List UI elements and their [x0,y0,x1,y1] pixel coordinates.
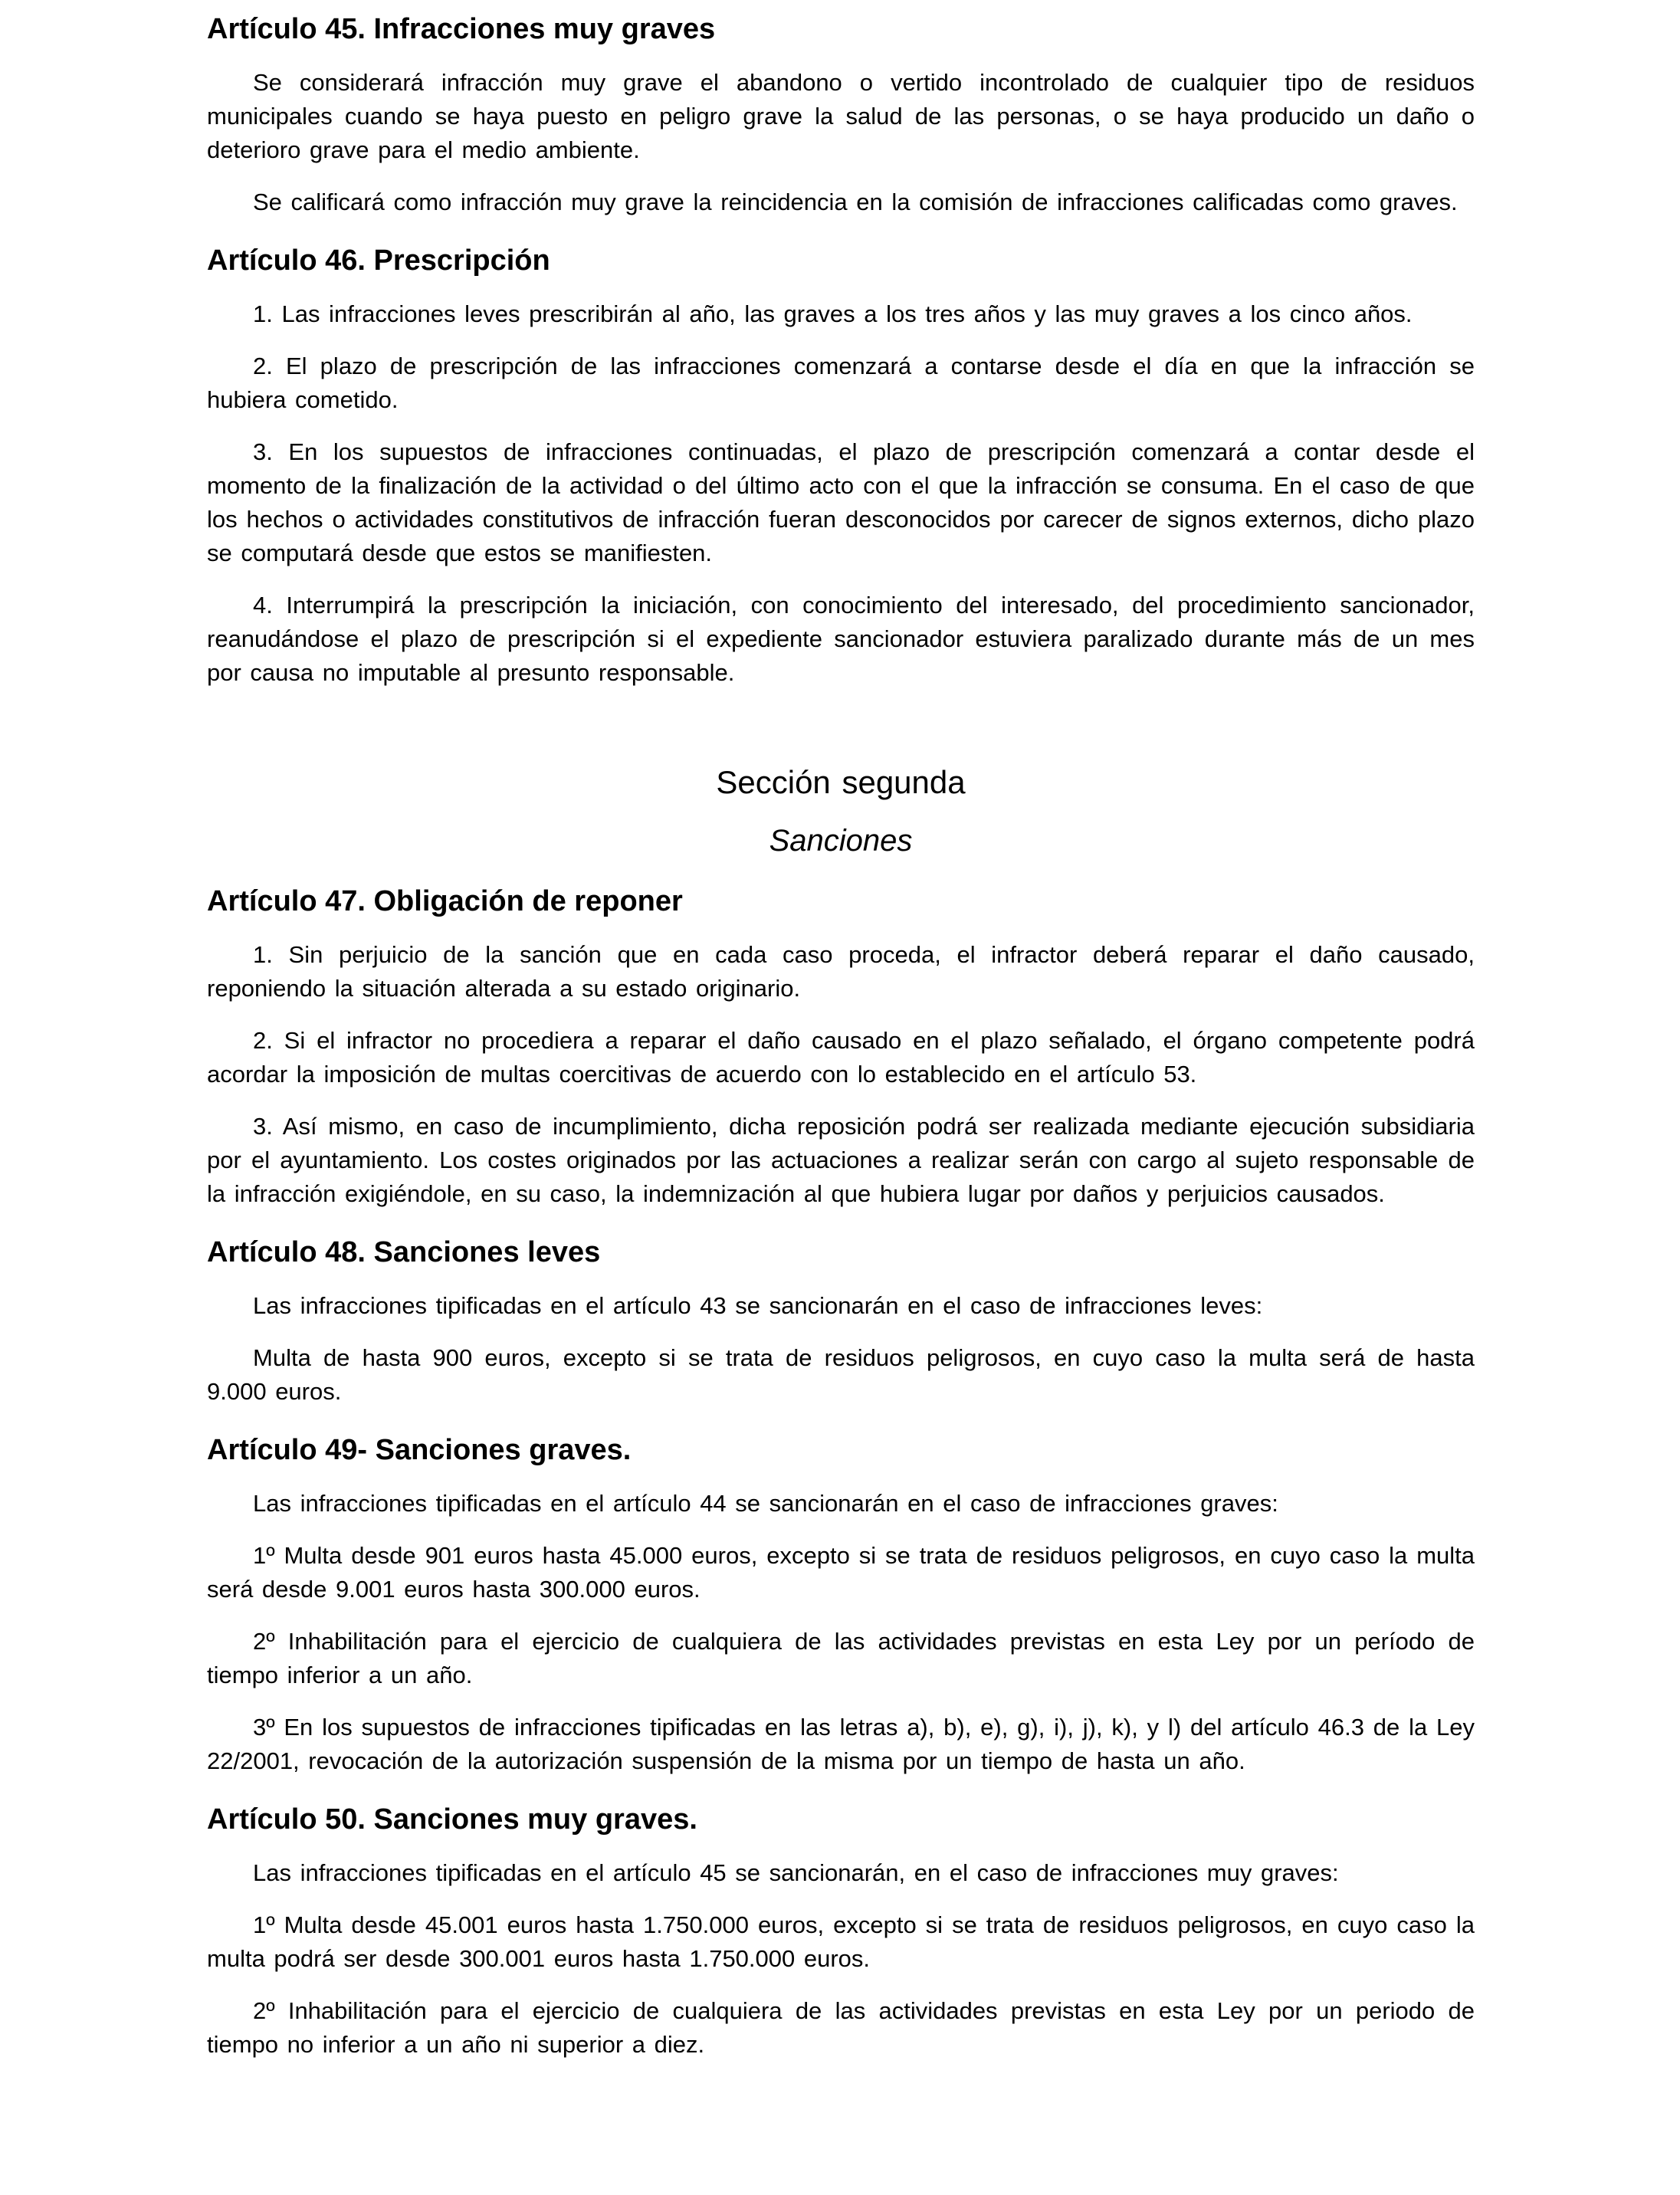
article-49-paragraph-4: 3º En los supuestos de infracciones tipificadas en las letras a), b), e), g), i), j), k), y l) del artículo 46.3 de la Ley 22/2001, revocación de la autorización suspensión de la misma por un tiempo de hasta un año. [207,1714,1475,1774]
article-50-heading: Artículo 50. Sanciones muy graves. [207,1803,697,1836]
article-47-paragraph-3: 3. Así mismo, en caso de incumplimiento, dicha reposición podrá ser realizada mediante ejecución subsidiaria por el ayuntamiento. Los costes originados por las actuaciones a realizar serán con cargo al sujeto responsable de la infracción exigiéndole, en su caso, la indemnización al que hubiera lugar por daños y perjuicios causados. [207,1113,1475,1207]
article-49-paragraph-3: 2º Inhabilitación para el ejercicio de cualquiera de las actividades previstas en esta Ley por un período de tiempo inferior a un año. [207,1628,1475,1688]
article-48-heading: Artículo 48. Sanciones leves [207,1236,601,1268]
section-subtitle: Sanciones [769,824,913,858]
article-49-paragraph-2: 1º Multa desde 901 euros hasta 45.000 euros, excepto si se trata de residuos peligrosos, en cuyo caso la multa será desde 9.001 euros hasta 300.000 euros. [207,1542,1475,1603]
article-48-paragraph-2: Multa de hasta 900 euros, excepto si se trata de residuos peligrosos, en cuyo caso la multa será de hasta 9.000 euros. [207,1344,1475,1405]
section-title: Sección segunda [716,764,966,800]
article-48-paragraph-1: Las infracciones tipificadas en el artículo 43 se sancionarán en el caso de infracciones leves: [253,1292,1263,1319]
article-45-heading: Artículo 45. Infracciones muy graves [207,13,716,45]
article-47-heading: Artículo 47. Obligación de reponer [207,885,683,917]
article-49-paragraph-1: Las infracciones tipificadas en el artículo 44 se sancionarán en el caso de infracciones graves: [253,1490,1278,1517]
article-46-heading: Artículo 46. Prescripción [207,244,550,277]
article-50-paragraph-2: 1º Multa desde 45.001 euros hasta 1.750.000 euros, excepto si se trata de residuos peligrosos, en cuyo caso la multa podrá ser desde 300.001 euros hasta 1.750.000 euros. [207,1911,1475,1972]
article-47-paragraph-2: 2. Si el infractor no procediera a reparar el daño causado en el plazo señalado, el órgano competente podrá acordar la imposición de multas coercitivas de acuerdo con lo establecido en el artículo 53. [207,1027,1475,1088]
article-47-paragraph-1: 1. Sin perjuicio de la sanción que en cada caso proceda, el infractor deberá reparar el daño causado, reponiendo la situación alterada a su estado originario. [207,941,1475,1002]
article-50-paragraph-1: Las infracciones tipificadas en el artículo 45 se sancionarán, en el caso de infracciones muy graves: [253,1859,1339,1886]
article-49-heading: Artículo 49- Sanciones graves. [207,1434,632,1466]
article-46-paragraph-1: 1. Las infracciones leves prescribirán al año, las graves a los tres años y las muy graves a los cinco años. [253,300,1413,327]
article-46-paragraph-2: 2. El plazo de prescripción de las infracciones comenzará a contarse desde el día en que la infracción se hubiera cometido. [207,353,1475,413]
article-50-paragraph-3: 2º Inhabilitación para el ejercicio de cualquiera de las actividades previstas en esta Ley por un periodo de tiempo no inferior a un año ni superior a diez. [207,1997,1475,2058]
article-46-paragraph-4: 4. Interrumpirá la prescripción la iniciación, con conocimiento del interesado, del procedimiento sancionador, reanudándose el plazo de prescripción si el expediente sancionador estuviera paralizado durante más de un mes por causa no imputable al presunto responsable. [207,592,1475,686]
article-45-paragraph-1: Se considerará infracción muy grave el abandono o vertido incontrolado de cualquier tipo de residuos municipales cuando se haya puesto en peligro grave la salud de las personas, o se haya producido un daño o deterioro grave para el medio ambiente. [207,69,1475,163]
article-45-paragraph-2: Se calificará como infracción muy grave la reincidencia en la comisión de infracciones calificadas como graves. [253,189,1458,215]
article-46-paragraph-3: 3. En los supuestos de infracciones continuadas, el plazo de prescripción comenzará a contar desde el momento de la finalización de la actividad o del último acto con el que la infracción se consuma. En el caso de que los hechos o actividades constitutivos de infracción fueran desconocidos por carecer de signos externos, dicho plazo se computará desde que estos se manifiesten. [207,438,1475,566]
